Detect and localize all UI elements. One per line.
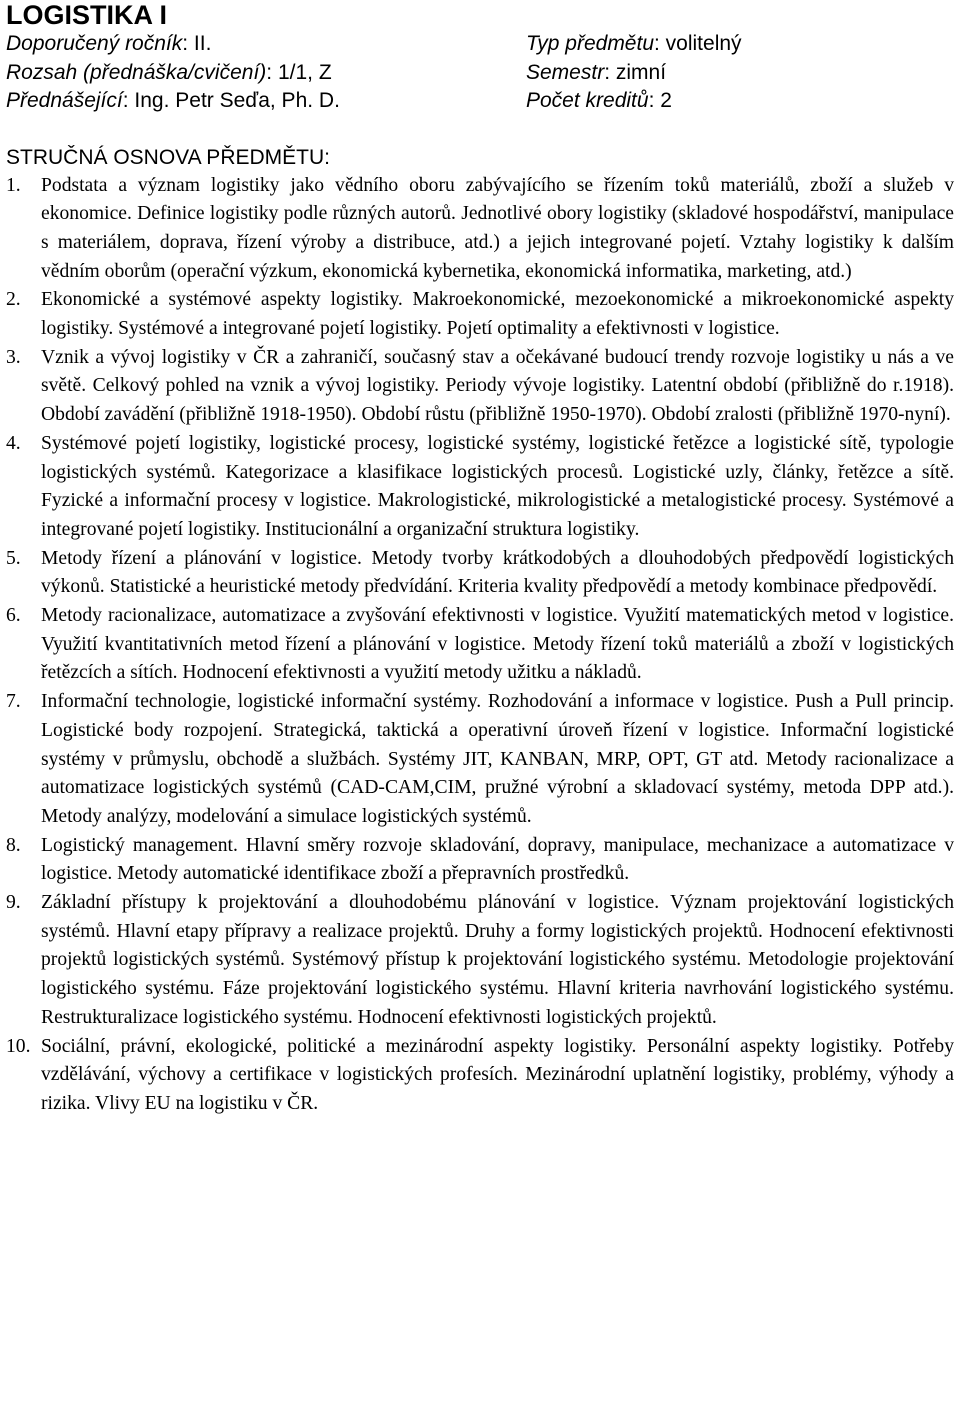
list-item (6, 602, 954, 688)
list-item (6, 1033, 954, 1119)
meta-value: : 2 (648, 89, 672, 112)
item-number: 5. (6, 547, 21, 569)
meta-key: Semestr (526, 60, 605, 84)
item-text: Metody řízení a plánování v logistice. Metody tvorby krátkodobých a dlouhodobých předpovědí logistických výkonů. Statistické a heuristické metody předvídání. Kriteria kvality předpovědí a metody kombinace předpovědí. (41, 547, 954, 598)
item-number: 9. (6, 892, 21, 914)
meta-semester (526, 59, 954, 88)
list-item (6, 832, 954, 889)
list-item (6, 172, 954, 287)
course-meta (6, 30, 954, 116)
meta-year (6, 30, 526, 59)
course-title: LOGISTIKA I (6, 0, 167, 30)
meta-type (526, 30, 954, 59)
meta-key: Rozsah (přednáška/cvičení) (6, 60, 267, 84)
item-text: Metody racionalizace, automatizace a zvyšování efektivnosti v logistice. Využití matematických metod v logistice. Využití kvantitativních metod řízení a plánování v logistice. Metody řízení toků materiálů a zboží v logistických řetězcích a sítích. Hodnocení efektivnosti a využití metody užitku a nákladů. (41, 605, 954, 684)
meta-value: : II. (182, 32, 212, 55)
meta-lecturer (6, 87, 526, 116)
meta-key: Typ předmětu (526, 32, 654, 55)
meta-value: : Ing. Petr Seďa, Ph. D. (122, 89, 340, 112)
item-text: Podstata a význam logistiky jako vědního oboru zabývajícího se řízením toků materiálů, zboží a služeb v ekonomice. Definice logistiky podle různých autorů. Jednotlivé obory logistiky (skladové hospodářství, manipulace s materiálem, doprava, řízení výroby a distribuce, atd.) a jejich integrované pojetí. Vztahy logistiky k dalším vědním oborům (operační výzkum, ekonomická kybernetika, ekonomická informatika, marketing, atd.) (41, 174, 954, 282)
item-number: 3. (6, 346, 21, 368)
list-item (6, 344, 954, 430)
meta-key: Počet kreditů (526, 89, 649, 112)
item-text: Sociální, právní, ekologické, politické a mezinárodní aspekty logistiky. Personální aspekty logistiky. Potřeby vzdělávání, výchovy a certifikace v logistických profesích. Mezinárodní uplatnění logistiky, problémy, výhody a rizika. Vlivy EU na logistiku v ČR. (41, 1035, 954, 1114)
item-number: 7. (6, 691, 21, 713)
list-item (6, 430, 954, 545)
meta-key: Doporučený ročník (6, 32, 183, 55)
meta-value: : volitelný (654, 32, 742, 55)
meta-key: Přednášející (6, 89, 123, 112)
item-text: Systémové pojetí logistiky, logistické procesy, logistické systémy, logistické řetězce a logistické sítě, typologie logistických systémů. Kategorizace a klasifikace logistických procesů. Logistické uzly, články, řetězce a sítě. Fyzické a informační procesy v logistice. Makrologistické, mikrologistické a metalogistické procesy. Systémové a integrované pojetí logistiky. Institucionální a organizační struktura logistiky. (41, 432, 954, 540)
item-number: 6. (6, 605, 21, 627)
item-text: Ekonomické a systémové aspekty logistiky. Makroekonomické, mezoekonomické a mikroekonomické aspekty logistiky. Systémové a integrované pojetí logistiky. Pojetí optimality a efektivnosti v logistice. (41, 289, 954, 340)
item-number: 4. (6, 432, 21, 454)
meta-value: : 1/1, Z (266, 60, 332, 84)
item-number: 10. (6, 1035, 31, 1057)
item-number: 1. (6, 174, 21, 196)
outline-list (6, 172, 954, 1119)
list-item (6, 286, 954, 343)
item-text: Vznik a vývoj logistiky v ČR a zahraničí, současný stav a očekávané budoucí trendy rozvoje logistiky u nás a ve světě. Celkový pohled na vznik a vývoj logistiky. Periody vývoje logistiky. Latentní období (přibližně do r.1918). Období zavádění (přibližně 1918-1950). Období růstu (přibližně 1950-1970). Období zralosti (přibližně 1970-nyní). (41, 346, 954, 426)
outline-heading: STRUČNÁ OSNOVA PŘEDMĚTU: (6, 145, 330, 169)
list-item (6, 889, 954, 1033)
item-number: 2. (6, 289, 21, 311)
meta-value: : zimní (604, 60, 667, 84)
item-text: Logistický management. Hlavní směry rozvoje skladování, dopravy, manipulace, mechanizace a automatizace v logistice. Metody automatické identifikace zboží a přepravních prostředků. (41, 834, 954, 885)
list-item (6, 545, 954, 602)
meta-scope (6, 59, 526, 88)
item-text: Základní přístupy k projektování a dlouhodobému plánování v logistice. Význam projektování logistických systémů. Hlavní etapy přípravy a realizace projektů. Druhy a formy logistických projektů. Hodnocení efektivnosti projektů logistických systémů. Systémový přístup k projektování logistického systému. Metodologie projektování logistického systému. Fáze projektování logistického systému. Hlavní kriteria navrhování logistického systému. Restrukturalizace logistického systému. Hodnocení efektivnosti logistických projektů. (41, 892, 954, 1028)
item-text: Informační technologie, logistické informační systémy. Rozhodování a informace v logistice. Push a Pull princip. Logistické body rozpojení. Strategická, taktická a operativní úroveň řízení v logistice. Informační logistické systémy v průmyslu, obchodě a službách. Systémy JIT, KANBAN, MRP, OPT, GT atd. Metody racionalizace a automatizace logistických systémů (CAD-CAM,CIM, pružné výrobní a skladovací systémy, metoda DPP atd.). Metody analýzy, modelování a simulace logistických systémů. (41, 691, 954, 827)
item-number: 8. (6, 834, 21, 856)
list-item (6, 688, 954, 832)
meta-credits (526, 87, 954, 116)
